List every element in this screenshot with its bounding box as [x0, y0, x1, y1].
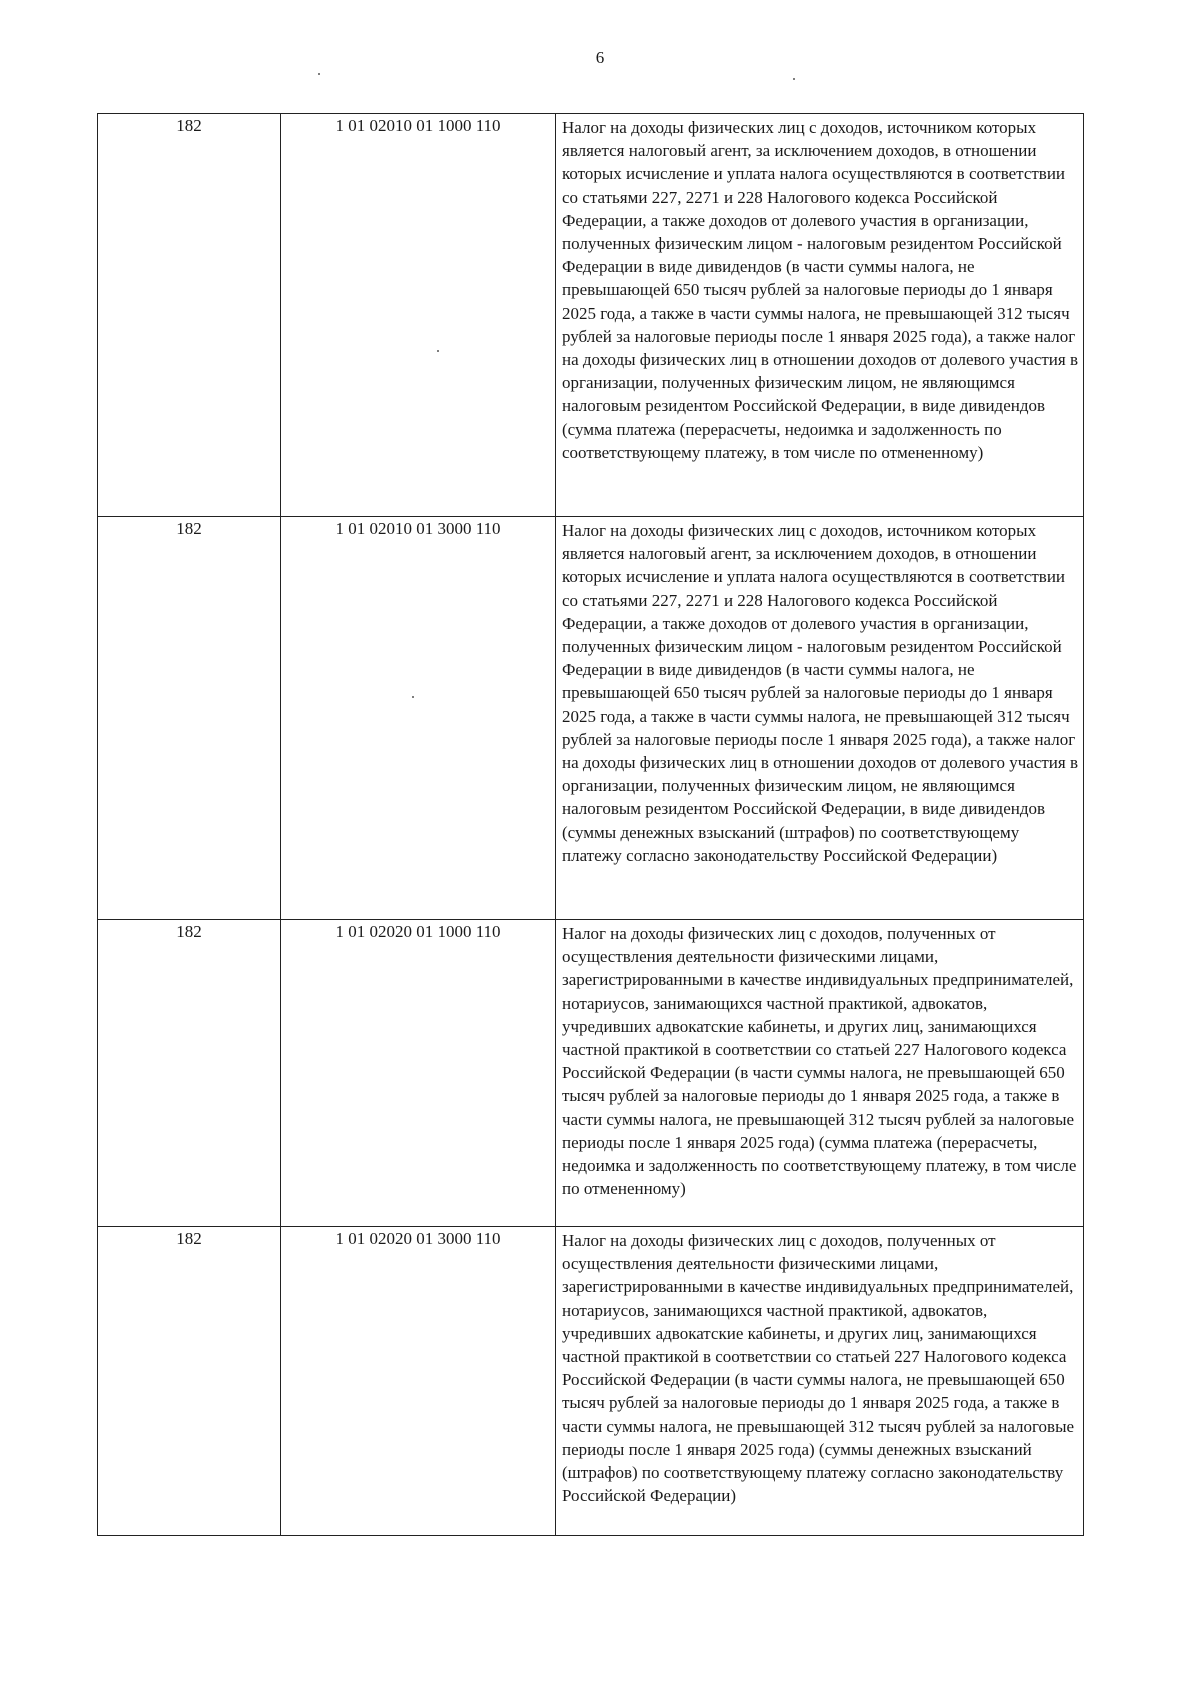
description-cell — [556, 920, 1084, 1227]
description-cell — [556, 1227, 1084, 1536]
page-number: 6 — [595, 48, 605, 67]
description-text: Налог на доходы физических лиц с доходов, полученных от осуществления деятельности физическими лицами, зарегистрированными в качестве индивидуальных предпринимателей, нотариусов, занимающихся частной практикой, адвокатов, учредивших адвокатские кабинеты, и других лиц, занимающихся частной практикой в соответствии со статьей 227 Налогового кодекса Российской Федерации (в части суммы налога, не превышающей 650 тысяч рублей за налоговые периоды до 1 января 2025 года, а также в части суммы налога, не превышающей 312 тысяч рублей за налоговые периоды после 1 января 2025 года) (суммы денежных взысканий (штрафов) по соответствующему платежу согласно законодательству Российской Федерации) — [562, 1231, 1075, 1506]
table-row — [98, 920, 1084, 1227]
description-text: Налог на доходы физических лиц с доходов, источником которых является налоговый агент, за исключением доходов, в отношении которых исчисление и уплата налога осуществляются в соответствии со статьями 227, 2271 и 228 Налогового кодекса Российской Федерации, а также доходов от долевого участия в организации, полученных физическим лицом - налоговым резидентом Российской Федерации в виде дивидендов (в части суммы налога, не превышающей 650 тысяч рублей за налоговые периоды до 1 января 2025 года, а также в части суммы налога, не превышающей 312 тысяч рублей за налоговые периоды после 1 января 2025 года), а также налог на доходы физических лиц в отношении доходов от долевого участия в организации, полученных физическим лицом, не являющимся налоговым резидентом Российской Федерации, в виде дивидендов (суммы денежных взысканий (штрафов) по соответствующему платежу согласно законодательству Российской Федерации) — [562, 521, 1078, 865]
description-cell — [556, 114, 1084, 517]
kbk-code-cell: 1 01 02010 01 3000 110 — [281, 517, 556, 920]
admin-code-cell: 182 — [98, 517, 281, 920]
admin-code-cell: 182 — [98, 114, 281, 517]
admin-code-cell: 182 — [98, 920, 281, 1227]
table-row — [98, 114, 1084, 517]
description-text: Налог на доходы физических лиц с доходов, источником которых является налоговый агент, за исключением доходов, в отношении которых исчисление и уплата налога осуществляются в соответствии со статьями 227, 2271 и 228 Налогового кодекса Российской Федерации, а также доходов от долевого участия в организации, полученных физическим лицом - налоговым резидентом Российской Федерации в виде дивидендов (в части суммы налога, не превышающей 650 тысяч рублей за налоговые периоды до 1 января 2025 года, а также в части суммы налога, не превышающей 312 тысяч рублей за налоговые периоды после 1 января 2025 года), а также налог на доходы физических лиц в отношении доходов от долевого участия в организации, полученных физическим лицом, не являющимся налоговым резидентом Российской Федерации, в виде дивидендов (сумма платежа (перерасчеты, недоимка и задолженность по соответствующему платежу, в том числе по отмененному) — [562, 118, 1078, 462]
admin-code-cell: 182 — [98, 1227, 281, 1536]
description-cell — [556, 517, 1084, 920]
scan-speck — [793, 78, 795, 80]
kbk-code-cell: 1 01 02020 01 3000 110 — [281, 1227, 556, 1536]
kbk-code-cell: 1 01 02010 01 1000 110 — [281, 114, 556, 517]
table-row — [98, 1227, 1084, 1536]
scan-speck — [318, 73, 320, 75]
budget-classification-table — [97, 113, 1084, 1536]
kbk-code-cell: 1 01 02020 01 1000 110 — [281, 920, 556, 1227]
table-row — [98, 517, 1084, 920]
description-text: Налог на доходы физических лиц с доходов, полученных от осуществления деятельности физическими лицами, зарегистрированными в качестве индивидуальных предпринимателей, нотариусов, занимающихся частной практикой, адвокатов, учредивших адвокатские кабинеты, и других лиц, занимающихся частной практикой в соответствии со статьей 227 Налогового кодекса Российской Федерации (в части суммы налога, не превышающей 650 тысяч рублей за налоговые периоды до 1 января 2025 года, а также в части суммы налога, не превышающей 312 тысяч рублей за налоговые периоды после 1 января 2025 года) (сумма платежа (перерасчеты, недоимка и задолженность по соответствующему платежу, в том числе по отмененному) — [562, 924, 1077, 1199]
